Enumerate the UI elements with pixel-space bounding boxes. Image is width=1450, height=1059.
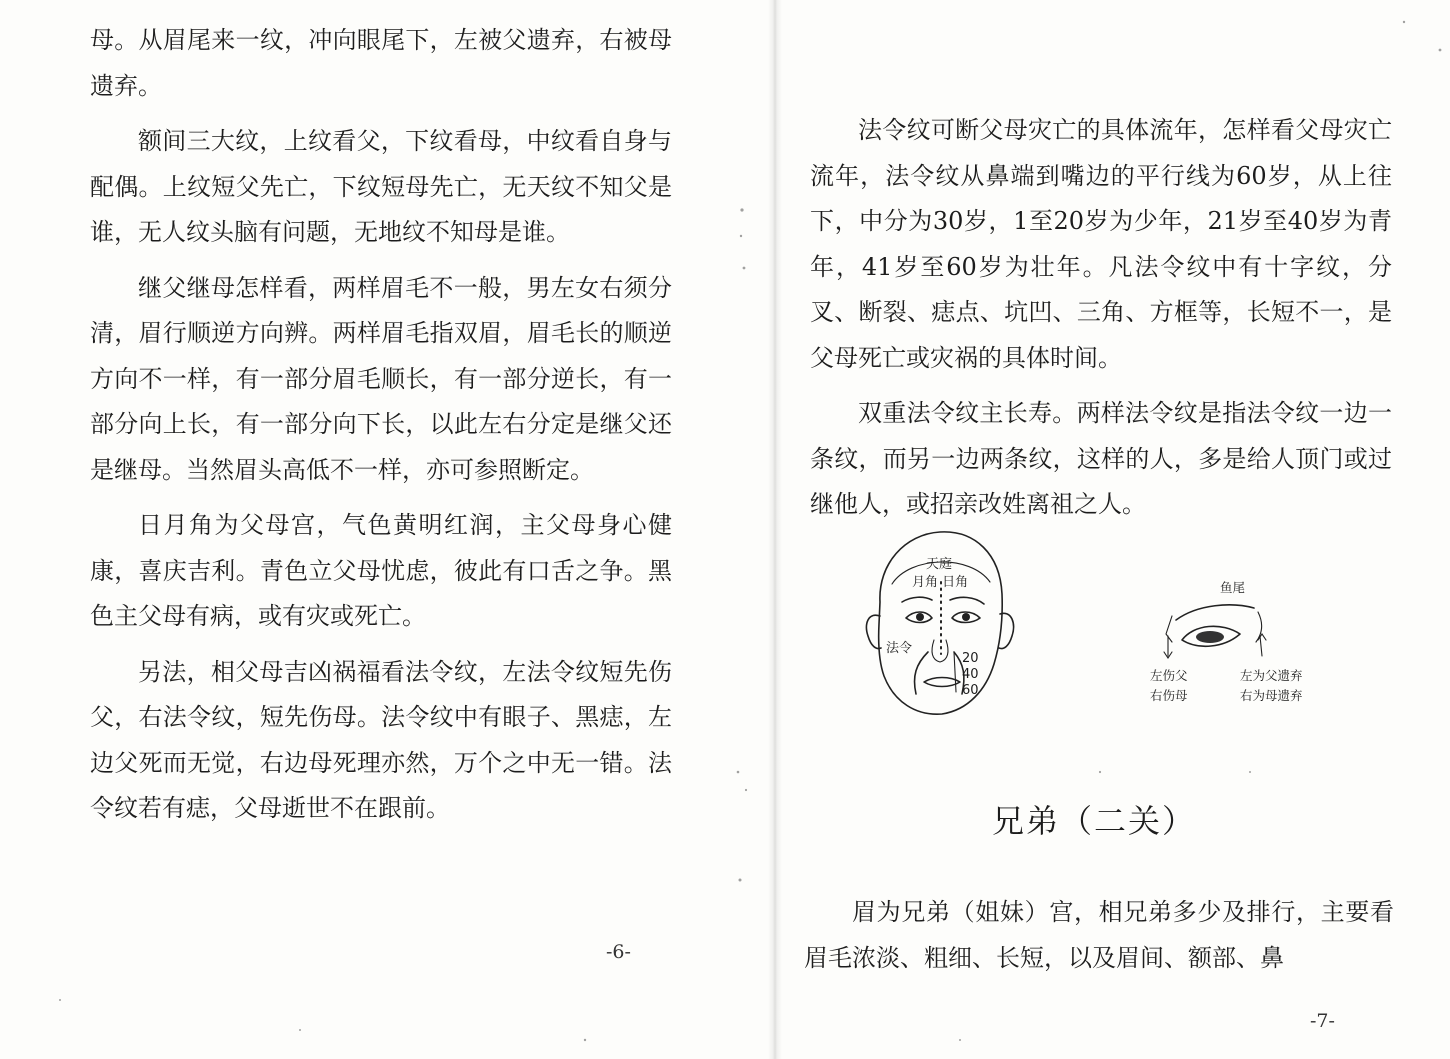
face-diagram (850, 524, 1020, 724)
section-heading: 兄弟（二关） (992, 802, 1197, 840)
page-number-right: -7- (1310, 1010, 1335, 1032)
paragraph: 双重法令纹主长寿。两样法令纹是指法令纹一边一条纹，而另一边两条纹，这样的人，多是给人顶门或过继他人，或招亲改姓离祖之人。 (810, 399, 1392, 518)
paragraph: 日月角为父母宫，气色黄明红润，主父母身心健康，喜庆吉利。青色立父母忧虑，彼此有口舌之争。黑色主父母有病，或有灾或死亡。 (90, 511, 672, 630)
label-faling: 法令 (886, 641, 913, 656)
arrow-left (1164, 636, 1172, 658)
mouth (924, 678, 960, 687)
right-brow (950, 597, 984, 604)
paragraph: 母。从眉尾来一纹，冲向眼尾下，左被父遗弃，右被母遗弃。 (90, 26, 672, 100)
paragraph: 另法，相父母吉凶祸福看法令纹，左法令纹短先伤父，右法令纹，短先伤母。法令纹中有眼子、黑痣，左边父死而无觉，右边母死理亦然，万个之中无一错。法令纹若有痣，父母逝世不在跟前。 (90, 657, 672, 822)
right-page-bottom-text (804, 890, 1394, 991)
right-marker (1256, 612, 1262, 642)
caption-right-2: 右为母遗弃 (1240, 688, 1303, 703)
paragraph: 眉为兄弟（姐妹）宫，相兄弟多少及排行，主要看眉毛浓淡、粗细、长短，以及眉间、额部、鼻 (804, 898, 1394, 972)
left-pupil (916, 613, 924, 621)
label-age-60: 60 (962, 683, 979, 698)
left-brow (902, 597, 932, 602)
paragraph: 继父继母怎样看，两样眉毛不一般，男左女右须分清，眉行顺逆方向辨。两样眉毛指双眉，眉毛长的顺逆方向不一样，有一部分眉毛顺长，有一部分逆长，有一部分向上长，有一部分向下长，以此左右分定是继父还是继母。当然眉头高低不一样，亦可参照断定。 (90, 273, 672, 484)
caption-left-1: 左伤父 (1150, 668, 1188, 683)
age-bracket (954, 652, 956, 692)
eye-diagram (1132, 576, 1362, 716)
label-yuwei: 鱼尾 (1220, 580, 1246, 595)
paragraph: 额间三大纹，上纹看父，下纹看母，中纹看自身与配偶。上纹短父先亡，下纹短母先亡，无天纹不知父是谁，无人纹头脑有问题，无地纹不知母是谁。 (90, 127, 672, 246)
book-fold (768, 0, 782, 1059)
label-age-20: 20 (962, 651, 979, 666)
arrow-right (1258, 634, 1266, 656)
paragraph: 法令纹可断父母灾亡的具体流年，怎样看父母灾亡流年，法令纹从鼻端到嘴边的平行线为60岁，从上往下，中分为30岁，1至20岁为少年，21岁至40岁为青年，41岁至60岁为壮年。凡法令纹中有十字纹，分叉、断裂、痣点、坑凹、三角、方框等，长短不一，是父母死亡或灾祸的具体时间。 (810, 116, 1392, 372)
nose (932, 640, 948, 662)
page-number-left: -6- (606, 941, 631, 963)
label-yuejiao-rijiao: 月角 日角 (912, 575, 969, 590)
left-page-text (90, 18, 672, 842)
left-marker (1166, 616, 1172, 642)
right-page-text (810, 108, 1392, 538)
brow-tail (1176, 605, 1254, 620)
caption-left-2: 右伤母 (1150, 688, 1188, 703)
label-tianting: 天庭 (926, 557, 953, 572)
eye-iris (1196, 631, 1224, 643)
right-pupil (962, 613, 970, 621)
left-faling-line (915, 652, 929, 694)
label-age-40: 40 (962, 667, 979, 682)
right-page (782, 0, 1450, 1059)
caption-right-1: 左为父遗弃 (1240, 668, 1303, 683)
